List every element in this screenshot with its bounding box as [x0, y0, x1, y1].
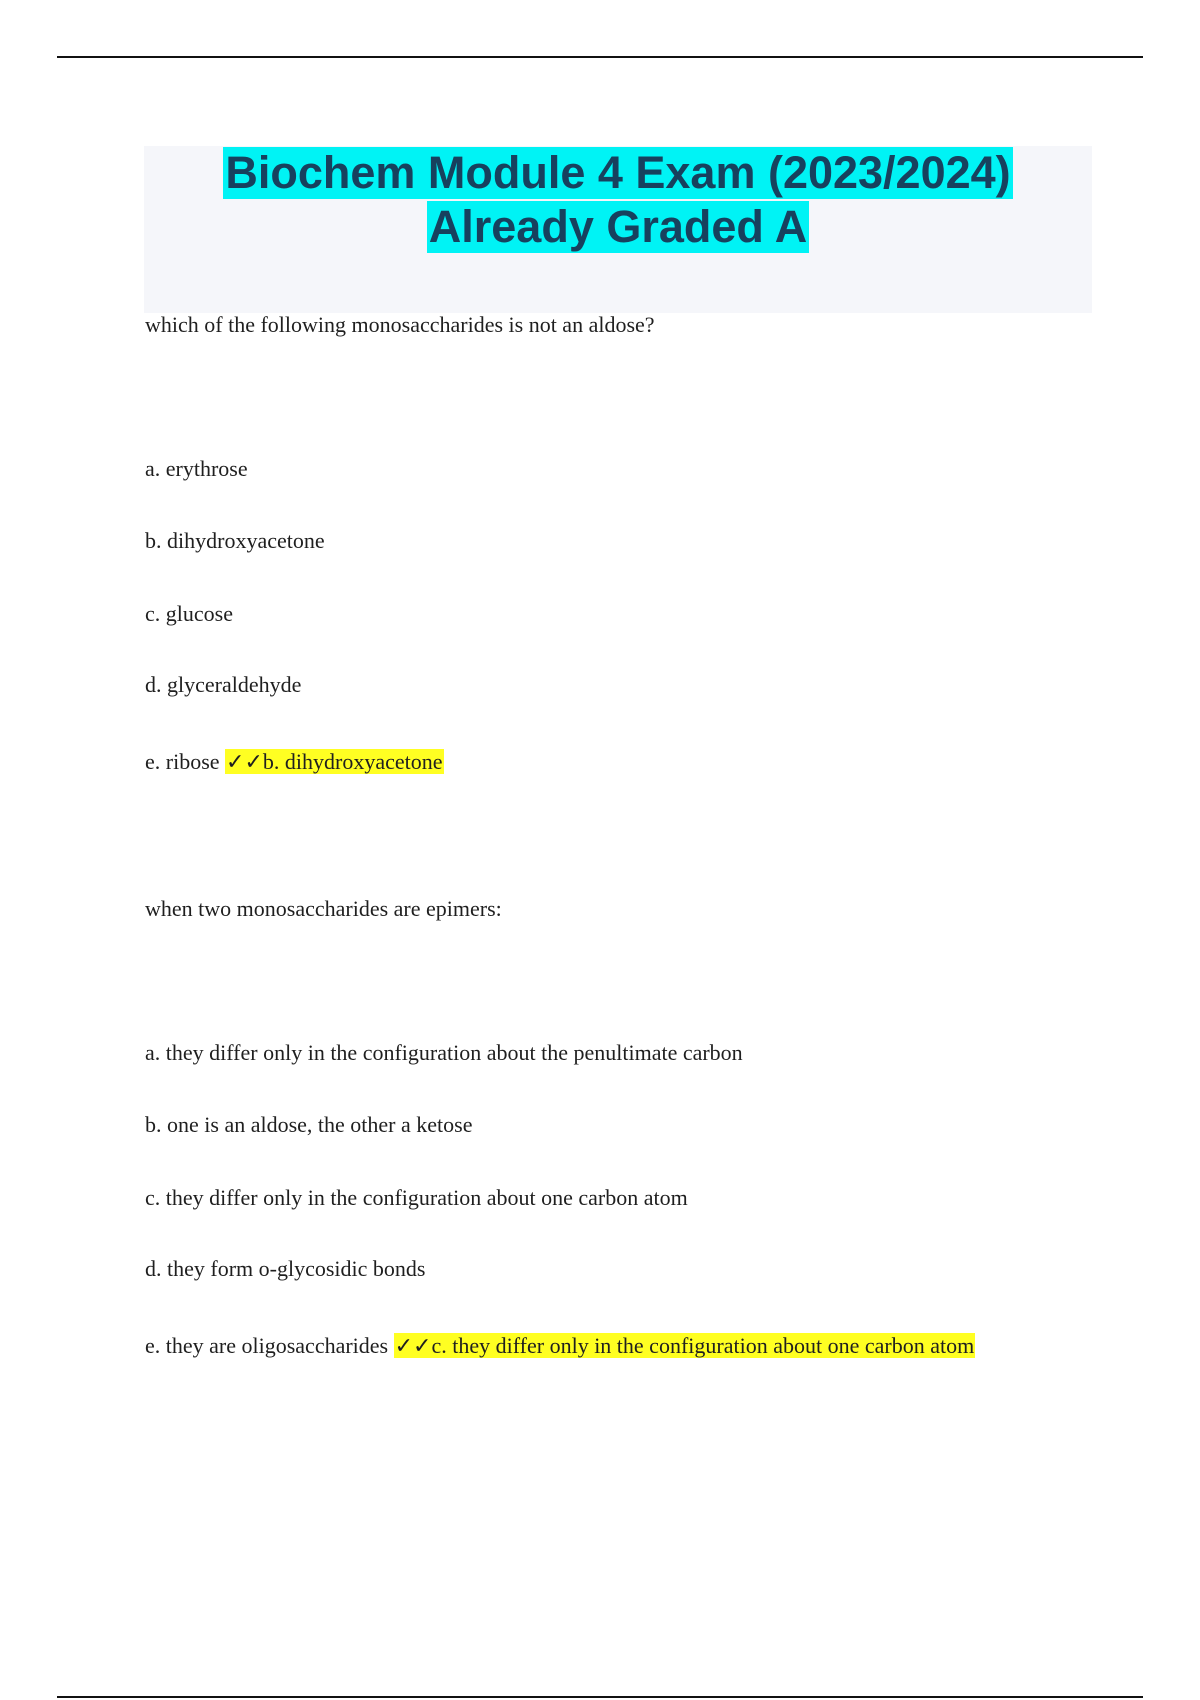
question-1-option-e-row: [145, 748, 444, 776]
question-2-option-e-row: [145, 1332, 975, 1360]
header-rule: [57, 56, 1143, 58]
question-1-option-c: c. glucose: [145, 601, 233, 626]
question-1-prompt: which of the following monosaccharides is not an aldose?: [145, 312, 655, 337]
question-2-option-d: d. they form o-glycosidic bonds: [145, 1256, 426, 1281]
question-2-option-e: e. they are oligosaccharides: [145, 1333, 389, 1358]
question-1-option-a: a. erythrose: [145, 456, 248, 481]
question-2-option-b: b. one is an aldose, the other a ketose: [145, 1112, 473, 1137]
question-1-option-d: d. glyceraldehyde: [145, 672, 302, 697]
document-title-line-2: Already Graded A: [428, 201, 808, 252]
question-2-prompt: when two monosaccharides are epimers:: [145, 896, 502, 921]
title-block: [144, 146, 1092, 313]
footer-rule: [57, 1696, 1143, 1698]
question-2-option-c: c. they differ only in the configuration about one carbon atom: [145, 1185, 688, 1210]
question-2-answer: ✓✓c. they differ only in the configuration about one carbon atom: [394, 1333, 975, 1358]
question-1-answer: ✓✓b. dihydroxyacetone: [226, 749, 443, 774]
question-1-option-e: e. ribose: [145, 749, 220, 774]
question-2-option-a: a. they differ only in the configuration about the penultimate carbon: [145, 1040, 743, 1065]
document-title-line-1: Biochem Module 4 Exam (2023/2024): [225, 147, 1011, 198]
question-1-option-b: b. dihydroxyacetone: [145, 528, 325, 553]
